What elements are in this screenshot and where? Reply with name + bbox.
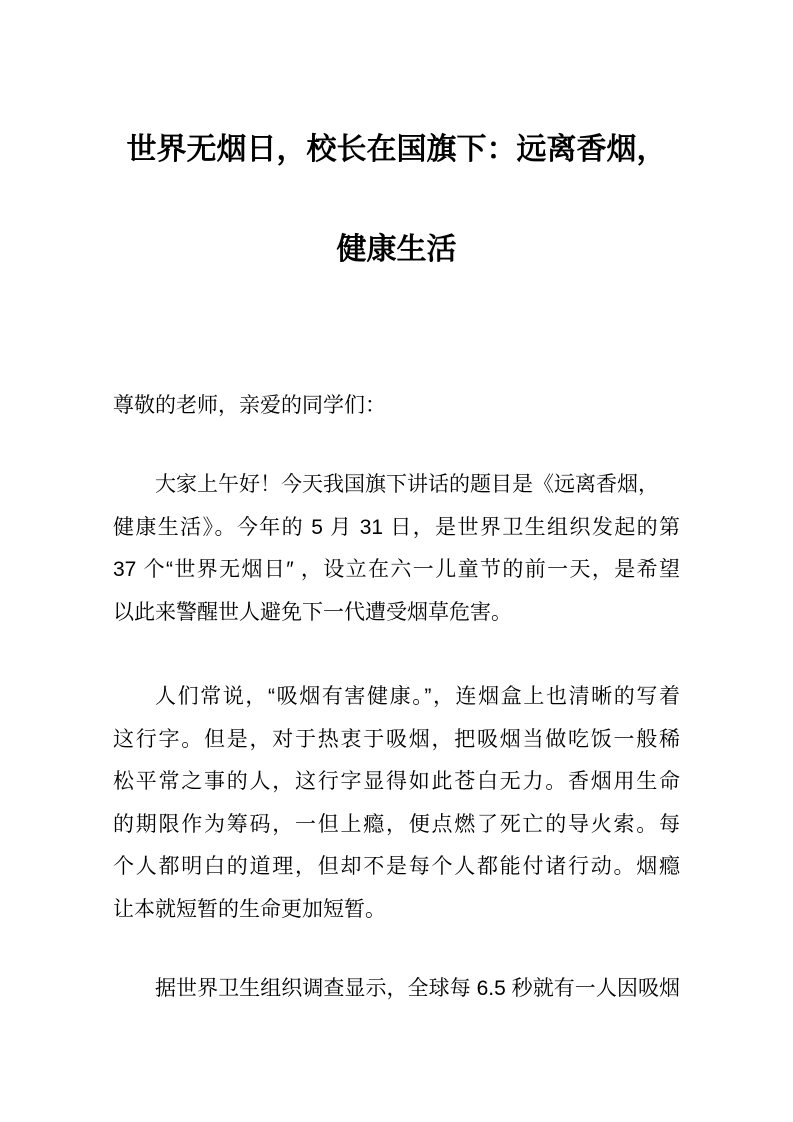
text-line: 这行字。但是，对于热衷于吸烟，把吸烟当做吃饭一般稀 [113, 727, 680, 751]
text-line: 据世界卫生组织调查显示，全球每 6.5 秒就有一人因吸烟 [155, 977, 680, 1000]
salutation-line [113, 385, 680, 428]
paragraph-3 [113, 968, 680, 1011]
paragraph-2 [113, 676, 680, 932]
text-line: 以此来警醒世人避免下一代遭受烟草危害。 [113, 600, 512, 624]
document-title-line-2: 健康生活 [336, 233, 457, 266]
text-line: 让本就短暂的生命更加短暂。 [113, 897, 386, 921]
paragraph-1 [113, 464, 680, 634]
text-line: 个人都明白的道理，但却不是每个人都能付诸行动。烟瘾 [113, 855, 680, 879]
text-line: 大家上午好！今天我国旗下讲话的题目是《远离香烟， [155, 473, 659, 496]
text-line: 人们常说，“吸烟有害健康。”，连烟盒上也清晰的写着 [155, 685, 680, 708]
document-title-line-1: 世界无烟日，校长在国旗下：远离香烟， [126, 133, 667, 166]
text-line: 尊敬的老师，亲爱的同学们： [113, 394, 386, 417]
text-line: 松平常之事的人，这行字显得如此苍白无力。香烟用生命 [113, 770, 680, 794]
text-line: 37 个“世界无烟日″ ，设立在六一儿童节的前一天，是希望 [113, 558, 680, 582]
text-line: 的期限作为筹码，一但上瘾，便点燃了死亡的导火索。每 [113, 812, 680, 836]
text-line: 健康生活》。今年的 5 月 31 日，是世界卫生组织发起的第 [113, 515, 680, 539]
